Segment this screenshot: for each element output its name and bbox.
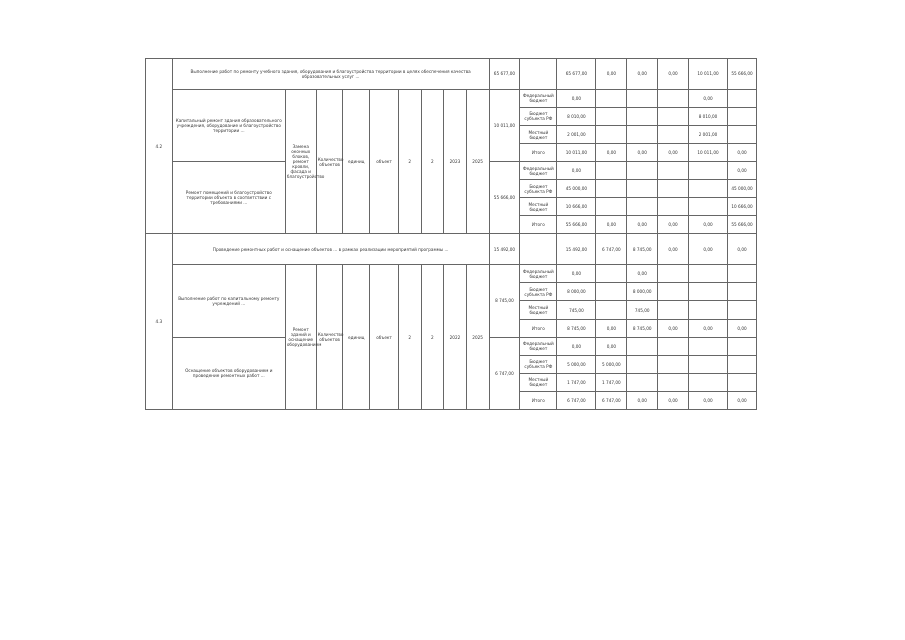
- section-title: Проведение ремонтных работ и оснащение объектов ... в рамках реализации мероприятий программы ...: [172, 234, 489, 265]
- unit-type: единиц: [343, 265, 370, 410]
- cell-value: 0,00: [728, 319, 757, 337]
- cell-total: 6 747,00: [596, 234, 627, 265]
- cell-value: 1 747,00: [557, 373, 596, 391]
- cell-value: 10 666,00: [557, 198, 596, 216]
- cell-value: 6 747,00: [596, 391, 627, 409]
- item-description: Капитальный ремонт здания образовательного учреждения, оборудование и благоустройство территории ...: [172, 89, 285, 161]
- funding-source: Бюджет субъекта РФ: [520, 355, 557, 373]
- cell-value: 8 010,00: [557, 107, 596, 125]
- funding-source: Бюджет субъекта РФ: [520, 107, 557, 125]
- funding-source: Итого: [520, 319, 557, 337]
- cell-value: 0,00: [627, 391, 658, 409]
- cell-value: 5 000,00: [557, 355, 596, 373]
- funding-source: Федеральный бюджет: [520, 162, 557, 180]
- cell-value: 0,00: [688, 319, 727, 337]
- measure-description: Ремонт зданий и оснащение оборудованием: [285, 265, 316, 410]
- cell-total: 0,00: [658, 59, 689, 90]
- cell-total: 0,00: [627, 59, 658, 90]
- indicator-name: Количество объектов: [316, 89, 343, 234]
- cell-value: 0,00: [658, 144, 689, 162]
- section-total: 15 492,00: [489, 234, 520, 265]
- year-end: 2025: [466, 265, 489, 410]
- year-start: 2023: [444, 89, 467, 234]
- cell-value: 0,00: [658, 216, 689, 234]
- cell-value: 45 000,00: [557, 180, 596, 198]
- cell-value: 10 666,00: [728, 198, 757, 216]
- cell-value: 8 010,00: [688, 107, 727, 125]
- item-amount: 55 666,00: [489, 162, 520, 234]
- cell-value: 0,00: [596, 144, 627, 162]
- cell-value: 10 011,00: [688, 144, 727, 162]
- cell-value: 8 000,00: [627, 283, 658, 301]
- cell-total: 15 492,00: [557, 234, 596, 265]
- indicator-name: Количество объектов: [316, 265, 343, 410]
- section-number: 4.2: [146, 59, 173, 234]
- table-row: [146, 59, 757, 90]
- cell-total: 0,00: [688, 234, 727, 265]
- cell-value: 0,00: [557, 89, 596, 107]
- year-start: 2022: [444, 265, 467, 410]
- cell-total: 0,00: [728, 234, 757, 265]
- cell-value: 1 747,00: [596, 373, 627, 391]
- unit: объект: [370, 89, 399, 234]
- cell-total: 65 677,00: [557, 59, 596, 90]
- cell-value: 6 747,00: [557, 391, 596, 409]
- funding-source: Федеральный бюджет: [520, 265, 557, 283]
- measure-description: Замена оконных блоков, ремонт кровли, фасада и благоустройство: [285, 89, 316, 234]
- cell-value: 0,00: [688, 216, 727, 234]
- cell-value: 0,00: [596, 216, 627, 234]
- cell-total: 0,00: [596, 59, 627, 90]
- item-amount: 8 745,00: [489, 265, 520, 337]
- cell-value: 0,00: [728, 391, 757, 409]
- cell-value: 0,00: [557, 265, 596, 283]
- value: 2: [421, 89, 444, 234]
- value: 2: [398, 89, 421, 234]
- cell-value: 0,00: [728, 162, 757, 180]
- funding-source: Бюджет субъекта РФ: [520, 283, 557, 301]
- cell-value: 0,00: [728, 144, 757, 162]
- cell-value: 2 001,00: [688, 126, 727, 144]
- cell-value: 2 001,00: [557, 126, 596, 144]
- cell-value: 8 745,00: [557, 319, 596, 337]
- cell-value: 0,00: [688, 391, 727, 409]
- cell-value: 8 000,00: [557, 283, 596, 301]
- table-row: [146, 89, 757, 107]
- cell-value: 0,00: [627, 216, 658, 234]
- funding-source: Местный бюджет: [520, 373, 557, 391]
- cell-value: 5 000,00: [596, 355, 627, 373]
- cell-value: 0,00: [596, 319, 627, 337]
- cell-value: 0,00: [557, 337, 596, 355]
- unit: объект: [370, 265, 399, 410]
- funding-source: Местный бюджет: [520, 198, 557, 216]
- cell-value: 0,00: [596, 337, 627, 355]
- section-title: Выполнение работ по ремонту учебного здания, оборудования и благоустройства территории в целях обеспечения качества образовательных услуг ...: [172, 59, 489, 90]
- item-description: Ремонт помещений и благоустройство территории объекта в соответствии с требованиями ...: [172, 162, 285, 234]
- funding-source: Федеральный бюджет: [520, 337, 557, 355]
- funding-source: Местный бюджет: [520, 126, 557, 144]
- cell-value: 745,00: [627, 301, 658, 319]
- item-description: Выполнение работ по капитальному ремонту учреждений ...: [172, 265, 285, 337]
- funding-source: Бюджет субъекта РФ: [520, 180, 557, 198]
- funding-source: Итого: [520, 144, 557, 162]
- unit-type: единиц: [343, 89, 370, 234]
- cell-value: 745,00: [557, 301, 596, 319]
- year-end: 2025: [466, 89, 489, 234]
- cell-value: 55 666,00: [728, 216, 757, 234]
- cell-value: 45 000,00: [728, 180, 757, 198]
- cell-value: 8 745,00: [627, 319, 658, 337]
- cell-total: 55 666,00: [728, 59, 757, 90]
- funding-source: Федеральный бюджет: [520, 89, 557, 107]
- section-total: 65 677,00: [489, 59, 520, 90]
- program-table: [145, 58, 757, 410]
- funding-source: Итого: [520, 391, 557, 409]
- item-amount: 10 011,00: [489, 89, 520, 161]
- item-description: Оснащение объектов оборудованием и проведение ремонтных работ ...: [172, 337, 285, 409]
- cell-total: 0,00: [658, 234, 689, 265]
- cell-value: 0,00: [557, 162, 596, 180]
- cell-total: 8 745,00: [627, 234, 658, 265]
- cell-value: 0,00: [658, 319, 689, 337]
- funding-source: Итого: [520, 216, 557, 234]
- funding-source: Местный бюджет: [520, 301, 557, 319]
- value: 2: [398, 265, 421, 410]
- cell-value: 0,00: [627, 144, 658, 162]
- section-number: 4.3: [146, 234, 173, 410]
- item-amount: 6 747,00: [489, 337, 520, 409]
- cell-total: 10 011,00: [688, 59, 727, 90]
- cell-value: 10 011,00: [557, 144, 596, 162]
- table-row: [146, 234, 757, 265]
- cell-value: 0,00: [627, 265, 658, 283]
- cell-value: 0,00: [658, 391, 689, 409]
- table-row: [146, 265, 757, 283]
- cell-value: 0,00: [688, 89, 727, 107]
- cell-value: 55 666,00: [557, 216, 596, 234]
- value: 2: [421, 265, 444, 410]
